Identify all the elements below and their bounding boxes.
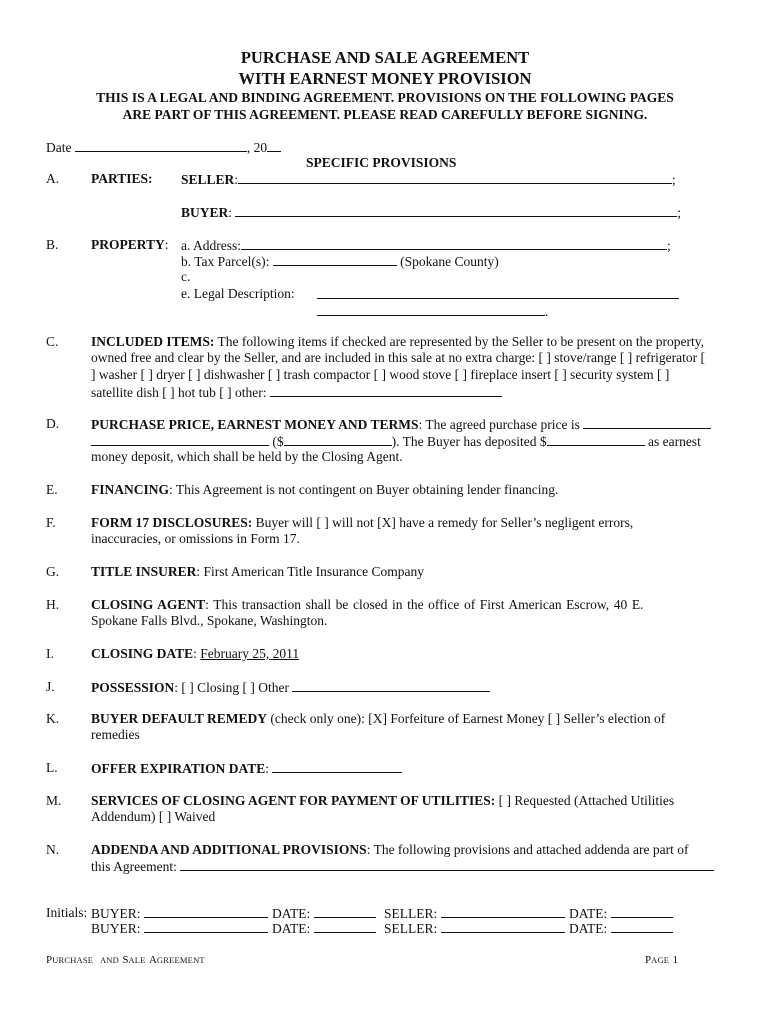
tax-parcel-line: b. Tax Parcel(s): (Spokane County) xyxy=(181,254,499,269)
section-c-line-4: satellite dish [ ] hot tub [ ] other: xyxy=(91,384,502,401)
section-i-text: CLOSING DATE: February 25, 2011 xyxy=(91,646,300,661)
initials-label: Initials: xyxy=(46,905,88,920)
section-m-line-2: Addendum) [ ] Waived xyxy=(91,809,216,824)
footer-document-name: PURCHASE AND SALE AGREEMENT xyxy=(46,954,205,966)
section-b-letter: B. xyxy=(46,237,59,252)
section-b-heading: PROPERTY: xyxy=(91,237,169,252)
section-d-line-3: money deposit, which shall be held by the Closing Agent. xyxy=(91,449,403,464)
possession-other-blank[interactable] xyxy=(292,679,490,692)
buyer-initials-blank-1[interactable] xyxy=(144,905,268,918)
section-g-text: TITLE INSURER: First American Title Insurance Company xyxy=(91,564,425,579)
seller-label: SELLER xyxy=(181,172,235,187)
document-title: PURCHASE AND SALE AGREEMENT xyxy=(240,48,530,67)
section-a-heading: PARTIES: xyxy=(91,171,153,186)
footer-page-number: PAGE 1 xyxy=(645,954,679,966)
section-d-line-2: ($ ). The Buyer has deposited $ as earnest xyxy=(91,433,701,450)
initials-seller-1: SELLER: xyxy=(384,905,565,922)
initials-date-2: DATE: xyxy=(272,920,376,937)
section-h-letter: H. xyxy=(46,597,60,612)
section-g-letter: G. xyxy=(46,564,60,579)
initials-date-1: DATE: xyxy=(272,905,376,922)
address-blank[interactable] xyxy=(241,237,667,250)
section-j-text: POSSESSION: [ ] Closing [ ] Other xyxy=(91,679,490,696)
legal-notice-line-1: THIS IS A LEGAL AND BINDING AGREEMENT. PROVISIONS ON THE FOLLOWING PAGES xyxy=(96,90,674,105)
section-e-text: FINANCING: This Agreement is not contingent on Buyer obtaining lender financing. xyxy=(91,482,559,497)
section-f-line-2: inaccuracies, or omissions in Form 17. xyxy=(91,531,300,546)
section-n-line-1: ADDENDA AND ADDITIONAL PROVISIONS: The following provisions and attached addenda are part of xyxy=(91,842,689,857)
seller-blank[interactable] xyxy=(238,171,672,184)
date-blank[interactable] xyxy=(75,139,247,152)
section-h-line-1: CLOSING AGENT: This transaction shall be closed in the office of First American Escrow, 40 E. xyxy=(91,597,644,612)
year-blank[interactable] xyxy=(267,139,281,152)
section-k-letter: K. xyxy=(46,711,60,726)
date-year-prefix: , 20 xyxy=(246,140,268,155)
section-k-line-2: remedies xyxy=(91,727,140,742)
section-k-line-1: BUYER DEFAULT REMEDY (check only one): [X] Forfeiture of Earnest Money [ ] Seller’s election of xyxy=(91,711,666,726)
section-d-line-1: PURCHASE PRICE, EARNEST MONEY AND TERMS: The agreed purchase price is xyxy=(91,416,711,433)
initials-seller-date-1: DATE: xyxy=(569,905,673,922)
buyer-date-blank-1[interactable] xyxy=(314,905,376,918)
section-l-text: OFFER EXPIRATION DATE: xyxy=(91,760,402,777)
purchase-price-words-blank[interactable] xyxy=(583,416,711,429)
section-n-line-2: this Agreement: xyxy=(91,858,714,875)
section-a-letter: A. xyxy=(46,171,60,186)
date-label: Date xyxy=(46,140,72,155)
closing-date-value[interactable]: February 25, 2011 xyxy=(200,646,300,661)
section-c-line-3: ] washer [ ] dryer [ ] dishwasher [ ] trash compactor [ ] wood stove [ ] fireplace insert [ ] security system [ ] xyxy=(91,367,670,382)
buyer-line: BUYER: ; xyxy=(181,205,682,220)
section-h-line-2: Spokane Falls Blvd., Spokane, Washington. xyxy=(91,613,328,628)
date-line xyxy=(46,139,281,156)
section-c-line-1: INCLUDED ITEMS: The following items if checked are represented by the Seller to be present on the property, xyxy=(91,334,704,349)
section-e-letter: E. xyxy=(46,482,58,497)
property-c-line: c. xyxy=(181,269,191,284)
initials-row-1: BUYER: xyxy=(91,905,268,922)
legal-description-blank-2[interactable]: . xyxy=(317,303,548,320)
specific-provisions-heading: SPECIFIC PROVISIONS xyxy=(306,155,457,170)
purchase-price-words-blank-2[interactable] xyxy=(91,433,269,446)
legal-notice-line-2: ARE PART OF THIS AGREEMENT. PLEASE READ CAREFULLY BEFORE SIGNING. xyxy=(122,107,648,122)
section-j-letter: J. xyxy=(46,679,55,694)
buyer-label: BUYER xyxy=(181,205,229,220)
section-m-letter: M. xyxy=(46,793,62,808)
section-d-letter: D. xyxy=(46,416,60,431)
seller-date-blank-1[interactable] xyxy=(611,905,673,918)
earnest-money-blank[interactable] xyxy=(547,433,645,446)
buyer-date-blank-2[interactable] xyxy=(314,920,376,933)
other-items-blank[interactable] xyxy=(270,384,502,397)
section-m-line-1: SERVICES OF CLOSING AGENT FOR PAYMENT OF UTILITIES: [ ] Requested (Attached Utilities xyxy=(91,793,675,808)
address-line: a. Address: ; xyxy=(181,238,671,253)
section-i-letter: I. xyxy=(46,646,54,661)
initials-seller-date-2: DATE: xyxy=(569,920,673,937)
offer-expiration-blank[interactable] xyxy=(272,760,402,773)
legal-description-blank-1[interactable] xyxy=(317,286,679,303)
legal-description-line: e. Legal Description: xyxy=(181,286,295,301)
seller-initials-blank-2[interactable] xyxy=(441,920,565,933)
section-n-letter: N. xyxy=(46,842,60,857)
purchase-price-amount-blank[interactable] xyxy=(284,433,392,446)
buyer-initials-blank-2[interactable] xyxy=(144,920,268,933)
section-c-line-2: owned free and clear by the Seller, and are included in this sale at no extra charge: [ ] stove/range [ ] refrigerator [ xyxy=(91,350,705,365)
document-subtitle: WITH EARNEST MONEY PROVISION xyxy=(238,69,532,88)
section-f-line-1: FORM 17 DISCLOSURES: Buyer will [ ] will not [X] have a remedy for Seller’s negligent errors, xyxy=(91,515,634,530)
buyer-blank[interactable] xyxy=(235,204,677,217)
initials-row-2: BUYER: xyxy=(91,920,268,937)
tax-parcel-blank[interactable] xyxy=(273,253,397,266)
section-c-letter: C. xyxy=(46,334,59,349)
initials-seller-2: SELLER: xyxy=(384,920,565,937)
section-l-letter: L. xyxy=(46,760,58,775)
seller-initials-blank-1[interactable] xyxy=(441,905,565,918)
section-f-letter: F. xyxy=(46,515,56,530)
seller-line: SELLER: ; xyxy=(181,172,676,187)
addenda-blank[interactable] xyxy=(180,858,714,871)
seller-date-blank-2[interactable] xyxy=(611,920,673,933)
